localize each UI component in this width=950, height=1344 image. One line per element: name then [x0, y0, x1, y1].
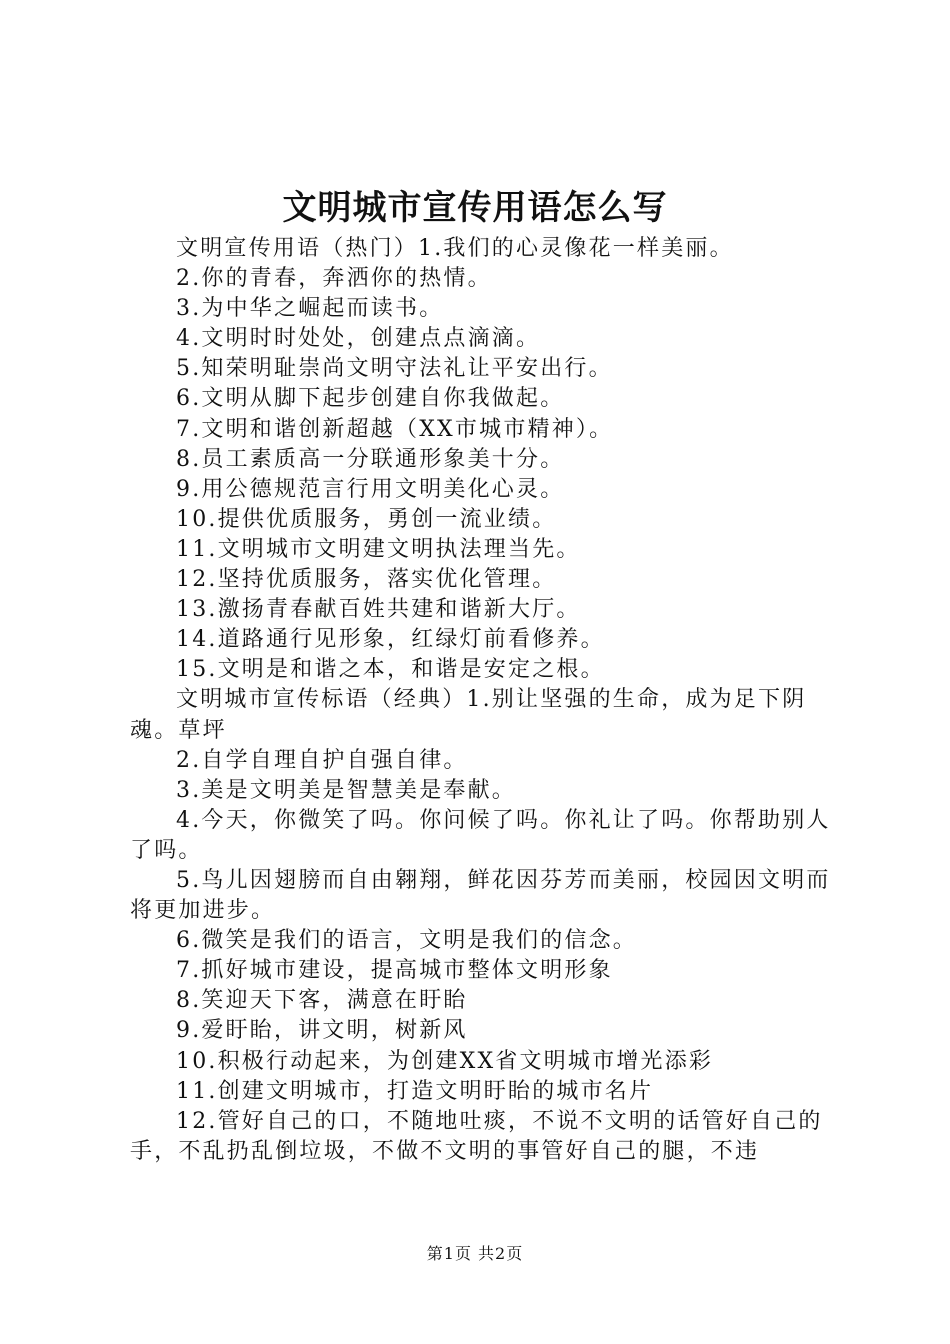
paragraph: 15.文明是和谐之本，和谐是安定之根。: [176, 657, 605, 683]
paragraph: 文明宣传用语（热门）1.我们的心灵像花一样美丽。: [176, 236, 734, 261]
page-footer: 第1页 共2页: [426, 1244, 524, 1263]
paragraph: 10.积极行动起来，为创建XX省文明城市增光添彩: [176, 1048, 714, 1074]
paragraph: 7.抓好城市建设，提高城市整体文明形象: [176, 958, 613, 984]
document-title: 文明城市宣传用语怎么写: [282, 188, 668, 228]
paragraph: 6.文明从脚下起步创建自你我做起。: [176, 386, 565, 412]
document-body: [130, 234, 834, 1167]
paragraph: 3.美是文明美是智慧美是奉献。: [176, 777, 516, 803]
paragraph: 11.创建文明城市，打造文明盱眙的城市名片: [176, 1078, 654, 1104]
paragraph: 11.文明城市文明建文明执法理当先。: [176, 536, 581, 562]
paragraph: 10.提供优质服务，勇创一流业绩。: [176, 506, 557, 532]
paragraph: 2.自学自理自护自强自律。: [176, 747, 468, 773]
paragraph: 8.笑迎天下客，满意在盱眙: [176, 988, 468, 1014]
paragraph: 14.道路通行见形象，红绿灯前看修养。: [176, 627, 605, 653]
paragraph: 7.文明和谐创新超越（XX市城市精神）。: [176, 416, 614, 442]
paragraph: 9.爱盱眙，讲文明，树新风: [176, 1018, 468, 1044]
paragraph: 3.为中华之崛起而读书。: [176, 296, 444, 322]
paragraph: 6.微笑是我们的语言，文明是我们的信念。: [176, 928, 637, 954]
paragraph: 13.激扬青春献百姓共建和谐新大厅。: [176, 597, 581, 623]
paragraph: 4.文明时时处处，创建点点滴滴。: [176, 326, 541, 352]
paragraph: 文明城市宣传标语（经典）1.别让坚强的生命，成为足下阴魂。草坪: [130, 687, 807, 743]
paragraph: 4.今天，你微笑了吗。你问候了吗。你礼让了吗。你帮助别人了吗。: [130, 807, 831, 863]
paragraph: 12.管好自己的口，不随地吐痰，不说不文明的话管好自己的手，不乱扔乱倒垃圾，不做不文明的事管好自己的腿，不违: [130, 1108, 823, 1164]
paragraph: 12.坚持优质服务，落实优化管理。: [176, 567, 557, 593]
paragraph: 9.用公德规范言行用文明美化心灵。: [176, 476, 565, 502]
paragraph: 5.鸟儿因翅膀而自由翱翔，鲜花因芬芳而美丽，校园因文明而将更加进步。: [130, 867, 831, 924]
paragraph: 2.你的青春，奔洒你的热情。: [176, 266, 492, 292]
paragraph: 5.知荣明耻崇尚文明守法礼让平安出行。: [176, 356, 613, 382]
paragraph: 8.员工素质高一分联通形象美十分。: [176, 446, 565, 472]
